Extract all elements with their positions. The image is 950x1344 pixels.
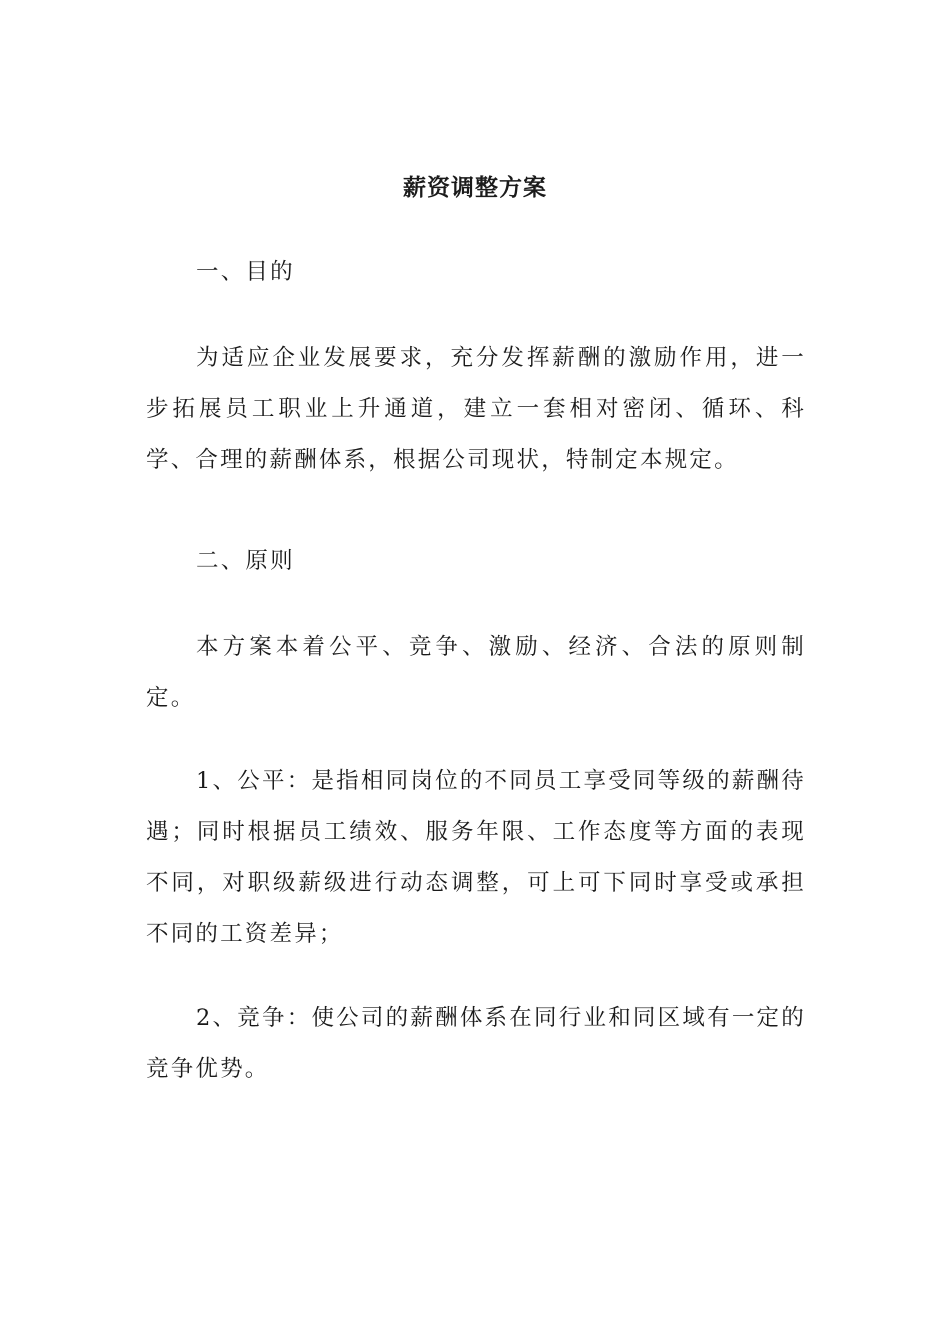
section-heading-purpose: 一、目的 xyxy=(196,259,295,285)
document-title: 薪资调整方案 xyxy=(403,174,547,201)
paragraph-purpose: 为适应企业发展要求，充分发挥薪酬的激励作用，进一步拓展员工职业上升通道，建立一套相对密闭、循环、科学、合理的薪酬体系，根据公司现状，特制定本规定。 xyxy=(146,345,806,473)
list-item-competition: 2、竞争：使公司的薪酬体系在同行业和同区域有一定的竞争优势。 xyxy=(146,1005,806,1082)
list-item-fairness: 1、公平：是指相同岗位的不同员工享受同等级的薪酬待遇；同时根据员工绩效、服务年限、工作态度等方面的表现不同，对职级薪级进行动态调整，可上可下同时享受或承担不同的工资差异； xyxy=(146,768,806,947)
section-heading-principle: 二、原则 xyxy=(196,548,295,574)
paragraph-principle: 本方案本着公平、竞争、激励、经济、合法的原则制定。 xyxy=(146,634,806,711)
